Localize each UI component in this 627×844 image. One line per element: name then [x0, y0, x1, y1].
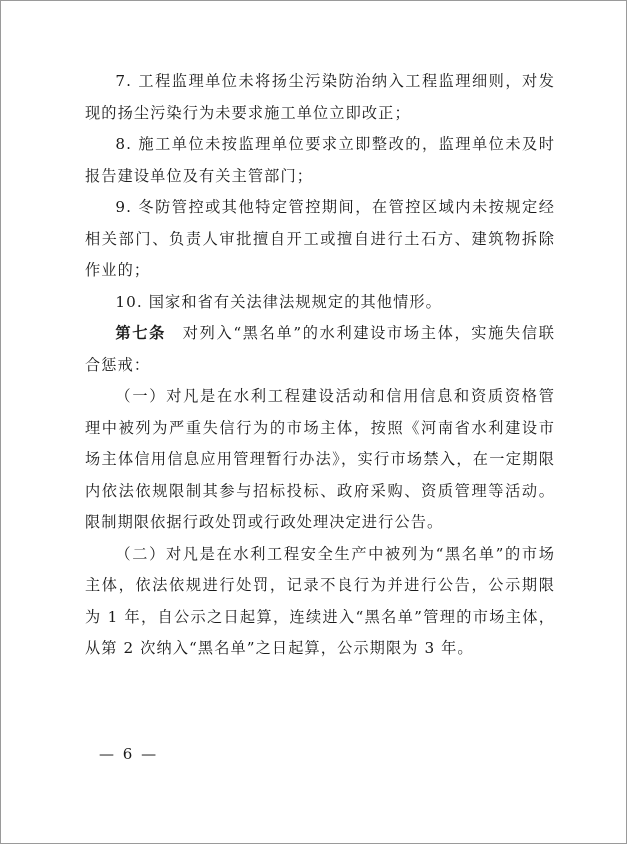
article-number: 第七条	[115, 324, 166, 342]
list-item-9: 9. 冬防管控或其他特定管控期间，在管控区域内未按规定经相关部门、负责人审批擅自开工或擅自进行土石方、建筑物拆除作业的；	[85, 198, 555, 279]
article-paragraph	[85, 318, 555, 381]
page-number: — 6 —	[99, 745, 159, 763]
clause-2: （二）对凡是在水利工程安全生产中被列为“黑名单”的市场主体，依法依规进行处罚，记录不良行为并进行公告，公示期限为 1 年，自公示之日起算，连续进入“黑名单”管理的市场主体，从第 2 次纳入“黑名单”之日起算，公示期限为 3 年。	[85, 544, 555, 657]
clause-1: （一）对凡是在水利工程建设活动和信用信息和资质资格管理中被列为严重失信行为的市场主体，按照《河南省水利建设市场主体信用信息应用管理暂行办法》，实行市场禁入，在一定期限内依法依规限制其参与招标投标、政府采购、资质管理等活动。限制期限依据行政处罚或行政处理决定进行公告。	[85, 387, 555, 531]
article-text: 对列入“黑名单”的水利建设市场主体，实施失信联合惩戒：	[85, 324, 555, 374]
list-item-8: 8. 施工单位未按监理单位要求立即整改的，监理单位未及时报告建设单位及有关主管部门；	[85, 135, 555, 185]
list-item-7: 7. 工程监理单位未将扬尘污染防治纳入工程监理细则，对发现的扬尘污染行为未要求施工单位立即改正；	[85, 72, 555, 122]
document-body	[85, 66, 555, 665]
list-item-10: 10. 国家和省有关法律法规规定的其他情形。	[115, 292, 442, 311]
